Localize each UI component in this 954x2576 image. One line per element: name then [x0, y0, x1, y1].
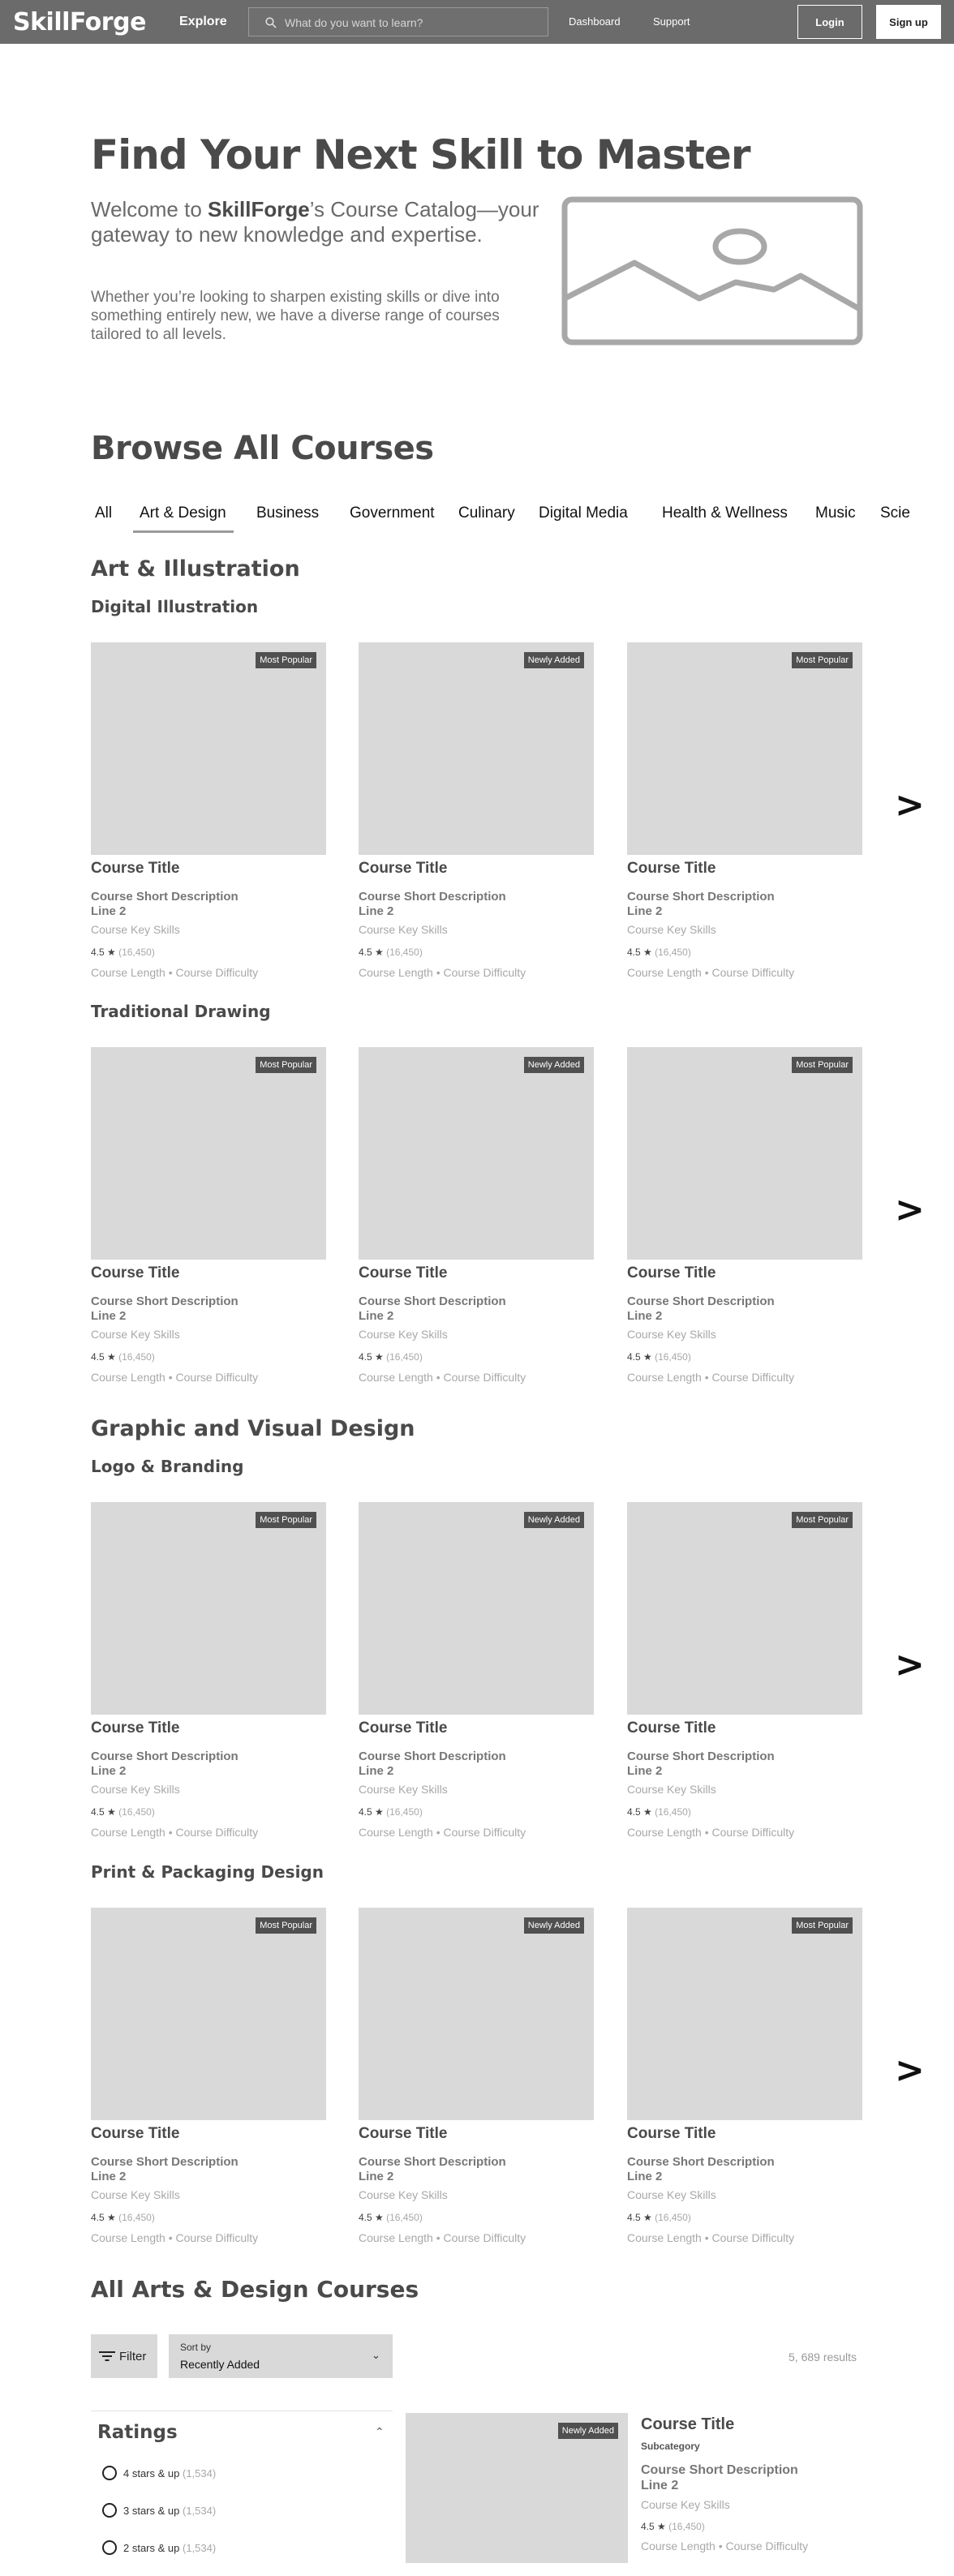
- description-line: Line 2: [641, 2479, 679, 2492]
- hero-subtitle: [91, 197, 545, 247]
- course-title[interactable]: Course Title: [627, 860, 716, 877]
- course-skills: Course Key Skills: [91, 1328, 180, 1341]
- course-badge: Most Popular: [256, 1917, 316, 1934]
- course-card[interactable]: [359, 1502, 594, 1851]
- rating-count: (16,450): [655, 1351, 691, 1363]
- course-description: [627, 2155, 775, 2184]
- hero-title: Find Your Next Skill to Master: [91, 131, 750, 178]
- course-title[interactable]: Course Title: [627, 2125, 716, 2142]
- rating-option-count: (1,534): [183, 2467, 217, 2479]
- description-line: Line 2: [627, 904, 663, 918]
- course-list-thumbnail[interactable]: [406, 2413, 628, 2563]
- course-card[interactable]: [359, 642, 594, 991]
- description-line: Line 2: [627, 1764, 663, 1778]
- rating-option-label: [123, 2505, 216, 2517]
- signup-button[interactable]: Sign up: [876, 5, 941, 39]
- rating-value: 4.5 ★: [627, 1351, 652, 1363]
- description-line: Line 2: [627, 2170, 663, 2183]
- course-skills: Course Key Skills: [627, 923, 716, 936]
- results-count: 5, 689 results: [789, 2351, 857, 2363]
- course-thumbnail[interactable]: [91, 1047, 326, 1260]
- sort-dropdown[interactable]: [169, 2334, 393, 2378]
- course-thumbnail[interactable]: [627, 642, 862, 855]
- course-card[interactable]: [627, 1502, 862, 1851]
- course-meta: Course Length • Course Difficulty: [359, 2231, 526, 2244]
- course-rating: [91, 1351, 155, 1363]
- course-card[interactable]: [91, 642, 326, 991]
- course-description: [91, 1294, 238, 1324]
- course-rating: [627, 2212, 691, 2223]
- active-tab-indicator: [133, 530, 234, 533]
- rating-count: (16,450): [386, 947, 423, 958]
- rating-option-count: (1,534): [183, 2505, 217, 2517]
- course-description: [359, 1294, 506, 1324]
- rating-count: (16,450): [386, 1806, 423, 1818]
- rating-count: (16,450): [655, 1806, 691, 1818]
- course-rating: [359, 1806, 423, 1818]
- description-line: Course Short Description: [359, 1294, 506, 1308]
- tab-digital-media[interactable]: Digital Media: [539, 504, 628, 522]
- course-thumbnail[interactable]: [627, 1502, 862, 1715]
- tab-health-wellness[interactable]: Health & Wellness: [662, 504, 788, 522]
- rating-value: 4.5 ★: [91, 2212, 116, 2223]
- course-meta: Course Length • Course Difficulty: [627, 1371, 795, 1384]
- logo[interactable]: SkillForge: [13, 8, 146, 36]
- course-card[interactable]: [627, 1047, 862, 1396]
- course-meta: Course Length • Course Difficulty: [91, 1826, 259, 1839]
- rating-value: 4.5 ★: [359, 947, 384, 958]
- subcategory-heading: Traditional Drawing: [91, 1002, 271, 1021]
- category-heading: Graphic and Visual Design: [91, 1416, 415, 1441]
- course-title[interactable]: Course Title: [359, 2125, 448, 2142]
- description-line: Line 2: [91, 2170, 127, 2183]
- course-skills: Course Key Skills: [359, 1783, 448, 1796]
- course-title[interactable]: Course Title: [359, 1264, 448, 1282]
- tab-science[interactable]: Scie: [880, 504, 910, 522]
- description-line: Course Short Description: [627, 1750, 775, 1763]
- course-badge: Most Popular: [792, 652, 853, 668]
- rating-count: (16,450): [386, 2212, 423, 2223]
- radio-button[interactable]: [102, 2503, 117, 2518]
- course-rating: [91, 2212, 155, 2223]
- hero-image-placeholder-icon: [561, 196, 863, 346]
- radio-button[interactable]: [102, 2540, 117, 2555]
- description-line: Course Short Description: [359, 2155, 506, 2169]
- course-description: [359, 890, 506, 919]
- rating-value: 4.5 ★: [627, 1806, 652, 1818]
- course-meta: Course Length • Course Difficulty: [359, 966, 526, 979]
- rating-value: 4.5 ★: [359, 1351, 384, 1363]
- sort-value: Recently Added: [180, 2358, 260, 2371]
- tab-government[interactable]: Government: [350, 504, 435, 522]
- radio-button[interactable]: [102, 2466, 117, 2480]
- rating-count: (16,450): [118, 2212, 155, 2223]
- nav-link-support[interactable]: Support: [653, 15, 690, 28]
- sort-caption: Sort by: [180, 2342, 212, 2353]
- rating-count: (16,450): [118, 1806, 155, 1818]
- description-line: Line 2: [359, 2170, 394, 2183]
- course-description: [91, 1750, 238, 1779]
- category-tabs: [91, 496, 954, 534]
- description-line: Course Short Description: [91, 890, 238, 904]
- course-list-meta: Course Length • Course Difficulty: [641, 2540, 809, 2552]
- tab-business[interactable]: Business: [256, 504, 320, 522]
- description-line: Line 2: [91, 1309, 127, 1323]
- filter-label: Filter: [119, 2350, 147, 2363]
- course-description: [91, 890, 238, 919]
- course-thumbnail[interactable]: [359, 1047, 594, 1260]
- course-meta: Course Length • Course Difficulty: [627, 966, 795, 979]
- course-skills: Course Key Skills: [91, 1783, 180, 1796]
- course-skills: Course Key Skills: [627, 2188, 716, 2201]
- course-skills: Course Key Skills: [91, 2188, 180, 2201]
- rating-count: (16,450): [118, 1351, 155, 1363]
- course-meta: Course Length • Course Difficulty: [359, 1826, 526, 1839]
- course-badge: Most Popular: [256, 1512, 316, 1528]
- subcategory-heading: Logo & Branding: [91, 1457, 244, 1476]
- carousel-next-arrow-icon[interactable]: >: [895, 1644, 925, 1685]
- chevron-up-icon[interactable]: ⌃: [375, 2425, 385, 2438]
- course-rating: [91, 947, 155, 958]
- rating-count: (16,450): [386, 1351, 423, 1363]
- description-line: Course Short Description: [627, 1294, 775, 1308]
- course-thumbnail[interactable]: [91, 642, 326, 855]
- course-card[interactable]: [359, 1047, 594, 1396]
- description-line: Line 2: [359, 904, 394, 918]
- course-description: [627, 890, 775, 919]
- course-skills: Course Key Skills: [91, 923, 180, 936]
- course-thumbnail[interactable]: [359, 1502, 594, 1715]
- course-meta: Course Length • Course Difficulty: [91, 966, 259, 979]
- description-line: Course Short Description: [627, 890, 775, 904]
- course-rating: [359, 1351, 423, 1363]
- course-badge: Newly Added: [524, 652, 584, 668]
- login-button[interactable]: Login: [797, 5, 862, 39]
- course-thumbnail[interactable]: [91, 1502, 326, 1715]
- course-card[interactable]: [627, 642, 862, 991]
- carousel-next-arrow-icon[interactable]: >: [895, 784, 925, 826]
- course-badge: Newly Added: [524, 1917, 584, 1934]
- description-line: Course Short Description: [359, 1750, 506, 1763]
- course-skills: Course Key Skills: [359, 923, 448, 936]
- subcategory-heading: Digital Illustration: [91, 597, 259, 616]
- browse-title: Browse All Courses: [91, 430, 434, 467]
- rating-count: (16,450): [655, 2212, 691, 2223]
- course-card[interactable]: [91, 1908, 326, 2256]
- description-line: Course Short Description: [641, 2463, 798, 2477]
- description-line: Line 2: [359, 1309, 394, 1323]
- course-badge: Most Popular: [792, 1057, 853, 1073]
- rating-value: 4.5 ★: [359, 2212, 384, 2223]
- course-rating: [627, 1351, 691, 1363]
- carousel-next-arrow-icon[interactable]: >: [895, 2050, 925, 2091]
- rating-value: 4.5 ★: [91, 1806, 116, 1818]
- course-description: [627, 1294, 775, 1324]
- description-line: Line 2: [91, 904, 127, 918]
- newly-added-badge: Newly Added: [558, 2423, 618, 2439]
- course-badge: Newly Added: [524, 1057, 584, 1073]
- course-meta: Course Length • Course Difficulty: [627, 1826, 795, 1839]
- subcategory-heading: Print & Packaging Design: [91, 1862, 324, 1882]
- course-description: [91, 2155, 238, 2184]
- hero-subtitle-prefix: Welcome to: [91, 197, 208, 221]
- course-rating: [359, 2212, 423, 2223]
- course-rating: [627, 947, 691, 958]
- course-title[interactable]: Course Title: [91, 1264, 180, 1282]
- course-list-skills: Course Key Skills: [641, 2498, 730, 2511]
- description-line: Course Short Description: [91, 2155, 238, 2169]
- description-line: Line 2: [627, 1309, 663, 1323]
- chevron-down-icon: ⌄: [372, 2349, 380, 2361]
- course-meta: Course Length • Course Difficulty: [91, 2231, 259, 2244]
- ratings-filter-title[interactable]: Ratings: [97, 2422, 178, 2443]
- course-card[interactable]: [359, 1908, 594, 2256]
- description-line: Line 2: [91, 1764, 127, 1778]
- category-heading: Art & Illustration: [91, 556, 300, 582]
- tab-culinary[interactable]: Culinary: [458, 504, 515, 522]
- rating-value: 4.5 ★: [627, 2212, 652, 2223]
- filter-button[interactable]: [91, 2334, 157, 2378]
- course-thumbnail[interactable]: [91, 1908, 326, 2120]
- description-line: Course Short Description: [91, 1294, 238, 1308]
- filter-icon: [99, 2351, 115, 2362]
- course-title[interactable]: Course Title: [91, 1719, 180, 1737]
- course-thumbnail[interactable]: [627, 1047, 862, 1260]
- course-description: [627, 1750, 775, 1779]
- course-skills: Course Key Skills: [627, 1328, 716, 1341]
- rating-option-label: [123, 2542, 216, 2554]
- rating-value: 4.5 ★: [359, 1806, 384, 1818]
- course-description: [359, 2155, 506, 2184]
- course-card[interactable]: [91, 1502, 326, 1851]
- hero-subtitle-brand: SkillForge: [208, 197, 310, 221]
- course-card[interactable]: [91, 1047, 326, 1396]
- rating-option-label: [123, 2467, 216, 2479]
- rating-option-text: 2 stars & up: [123, 2542, 180, 2554]
- course-meta: Course Length • Course Difficulty: [91, 1371, 259, 1384]
- course-title[interactable]: Course Title: [91, 2125, 180, 2142]
- tab-music[interactable]: Music: [815, 504, 856, 522]
- course-rating: [359, 947, 423, 958]
- course-skills: Course Key Skills: [359, 2188, 448, 2201]
- top-nav: [0, 0, 954, 44]
- hero-subtitle-suffix: ’s Course Catalog—your gateway to new knowledge and expertise.: [91, 197, 539, 247]
- course-meta: Course Length • Course Difficulty: [359, 1371, 526, 1384]
- course-skills: Course Key Skills: [627, 1783, 716, 1796]
- explore-menu[interactable]: Explore: [179, 15, 227, 28]
- course-list-title[interactable]: Course Title: [641, 2415, 735, 2433]
- search-bar[interactable]: [248, 7, 548, 36]
- rating-option-text: 4 stars & up: [123, 2467, 180, 2479]
- course-title[interactable]: Course Title: [359, 1719, 448, 1737]
- course-description: [359, 1750, 506, 1779]
- course-title[interactable]: Course Title: [627, 1719, 716, 1737]
- rating-option-text: 3 stars & up: [123, 2505, 180, 2517]
- course-title[interactable]: Course Title: [359, 860, 448, 877]
- course-list-rating: [641, 2521, 705, 2532]
- course-rating: [627, 1806, 691, 1818]
- rating-count: (16,450): [668, 2521, 705, 2532]
- carousel-next-arrow-icon[interactable]: >: [895, 1189, 925, 1230]
- search-input[interactable]: [285, 15, 536, 31]
- course-title[interactable]: Course Title: [91, 860, 180, 877]
- description-line: Line 2: [359, 1764, 394, 1778]
- course-badge: Most Popular: [792, 1512, 853, 1528]
- description-line: Course Short Description: [359, 890, 506, 904]
- course-list-subcategory: Subcategory: [641, 2441, 700, 2452]
- description-line: Course Short Description: [627, 2155, 775, 2169]
- course-thumbnail[interactable]: [359, 1908, 594, 2120]
- rating-count: (16,450): [118, 947, 155, 958]
- description-line: Course Short Description: [91, 1750, 238, 1763]
- tab-art-design[interactable]: Art & Design: [140, 504, 226, 522]
- all-courses-title: All Arts & Design Courses: [91, 2276, 419, 2303]
- rating-value: 4.5 ★: [91, 947, 116, 958]
- course-thumbnail[interactable]: [627, 1908, 862, 2120]
- course-badge: Newly Added: [524, 1512, 584, 1528]
- course-badge: Most Popular: [256, 1057, 316, 1073]
- tab-all[interactable]: All: [95, 504, 113, 522]
- course-meta: Course Length • Course Difficulty: [627, 2231, 795, 2244]
- hero-body: Whether you’re looking to sharpen existing skills or dive into something entirely new, we have a diverse range of courses tailored to all levels.: [91, 289, 500, 343]
- rating-option-count: (1,534): [183, 2542, 217, 2554]
- course-card[interactable]: [627, 1908, 862, 2256]
- rating-count: (16,450): [655, 947, 691, 958]
- rating-value: 4.5 ★: [91, 1351, 116, 1363]
- course-badge: Most Popular: [256, 652, 316, 668]
- course-thumbnail[interactable]: [359, 642, 594, 855]
- course-title[interactable]: Course Title: [627, 1264, 716, 1282]
- course-badge: Most Popular: [792, 1917, 853, 1934]
- rating-value: 4.5 ★: [641, 2521, 666, 2532]
- course-list-description: [641, 2462, 798, 2493]
- course-skills: Course Key Skills: [359, 1328, 448, 1341]
- rating-value: 4.5 ★: [627, 947, 652, 958]
- course-rating: [91, 1806, 155, 1818]
- search-icon: [265, 17, 277, 28]
- nav-link-dashboard[interactable]: Dashboard: [569, 15, 621, 28]
